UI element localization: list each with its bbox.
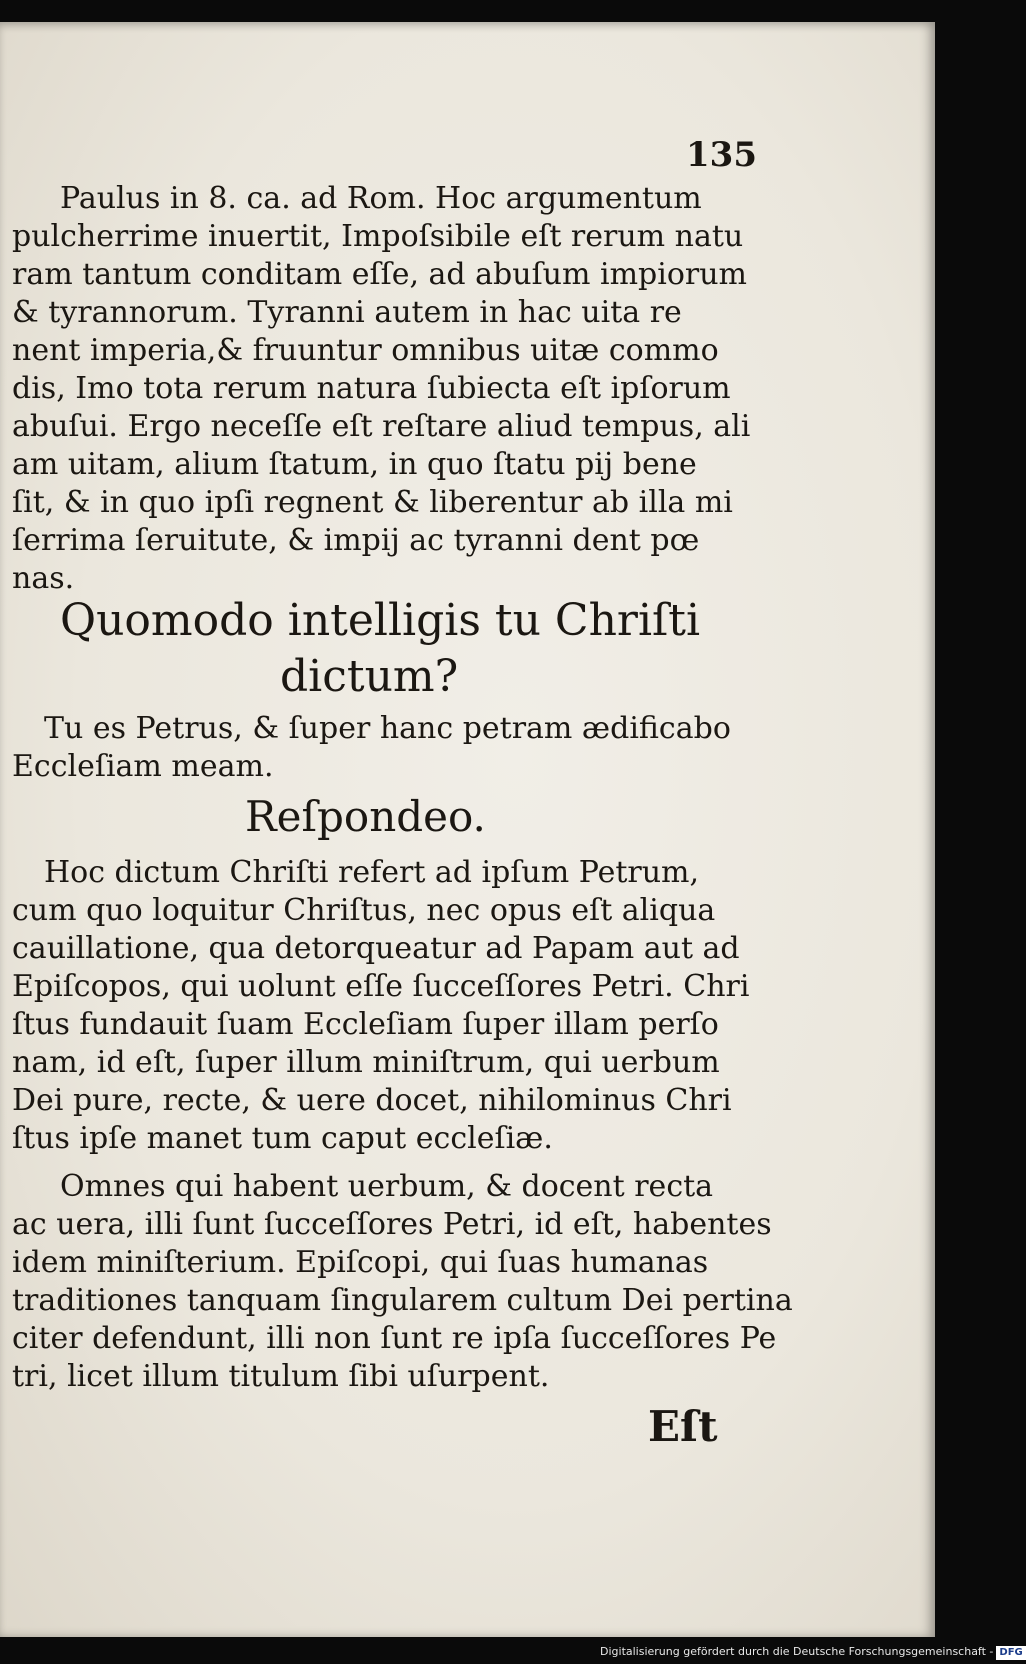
text-line: ſtus ipſe manet tum caput eccleſiæ. — [12, 1121, 553, 1156]
text-line: Omnes qui habent uerbum, & docent recta — [60, 1169, 714, 1204]
text-line: Paulus in 8. ca. ad Rom. Hoc argumentum — [60, 181, 702, 216]
dfg-logo: DFG — [996, 1646, 1025, 1660]
text-line: nent imperia,& fruuntur omnibus uitæ commo — [12, 333, 719, 368]
quote-line: Tu es Petrus, & ſuper hanc petram ædificabo — [44, 711, 731, 746]
digitization-footer — [600, 1643, 1026, 1661]
text-line: citer defendunt, illi non ſunt re ipſa ſucceſſores Pe — [12, 1321, 777, 1356]
catchword: Eſt — [648, 1402, 718, 1451]
text-line: pulcherrime inuertit, Impoſsibile eſt rerum natu — [12, 219, 744, 254]
text-line: tri, licet illum titulum ſibi uſurpent. — [12, 1359, 550, 1394]
text-line: idem miniſterium. Epiſcopi, qui ſuas humanas — [12, 1245, 709, 1280]
text-line: & tyrannorum. Tyranni autem in hac uita re — [12, 295, 682, 330]
quote-line: Eccleſiam meam. — [12, 749, 274, 784]
question-heading: dictum? — [280, 651, 459, 702]
text-line: Hoc dictum Chriſti refert ad ipſum Petrum, — [44, 855, 700, 890]
text-line: cum quo loquitur Chriſtus, nec opus eſt aliqua — [12, 893, 716, 928]
footer-text: Digitalisierung gefördert durch die Deutsche Forschungsgemeinschaft - — [600, 1645, 994, 1658]
text-line: ram tantum conditam eſſe, ad abuſum impiorum — [12, 257, 747, 292]
text-line: dis, Imo tota rerum natura ſubiecta eſt ipſorum — [12, 371, 731, 406]
book-page — [0, 22, 935, 1637]
text-line: nas. — [12, 561, 75, 596]
question-heading: Quomodo intelligis tu Chriſti — [60, 595, 701, 646]
text-line: nam, id eſt, ſuper illum miniſtrum, qui uerbum — [12, 1045, 720, 1080]
page-number: 135 — [686, 135, 757, 175]
text-line: am uitam, alium ſtatum, in quo ſtatu pij bene — [12, 447, 697, 482]
respondeo-heading: Reſpondeo. — [245, 792, 486, 841]
text-line: ſerrima ſeruitute, & impij ac tyranni dent pœ — [12, 523, 700, 558]
text-line: ac uera, illi ſunt ſucceſſores Petri, id eſt, habentes — [12, 1207, 772, 1242]
text-line: traditiones tanquam ſingularem cultum Dei pertina — [12, 1283, 793, 1318]
text-line: cauillatione, qua detorqueatur ad Papam aut ad — [12, 931, 740, 966]
text-line: abuſui. Ergo neceſſe eſt reſtare aliud tempus, ali — [12, 409, 751, 444]
text-line: Epiſcopos, qui uolunt eſſe ſucceſſores Petri. Chri — [12, 969, 750, 1004]
text-line: Dei pure, recte, & uere docet, nihilominus Chri — [12, 1083, 732, 1118]
text-line: ſtus fundauit ſuam Eccleſiam ſuper illam perſo — [12, 1007, 719, 1042]
text-line: ſit, & in quo ipſi regnent & liberentur ab illa mi — [12, 485, 733, 520]
